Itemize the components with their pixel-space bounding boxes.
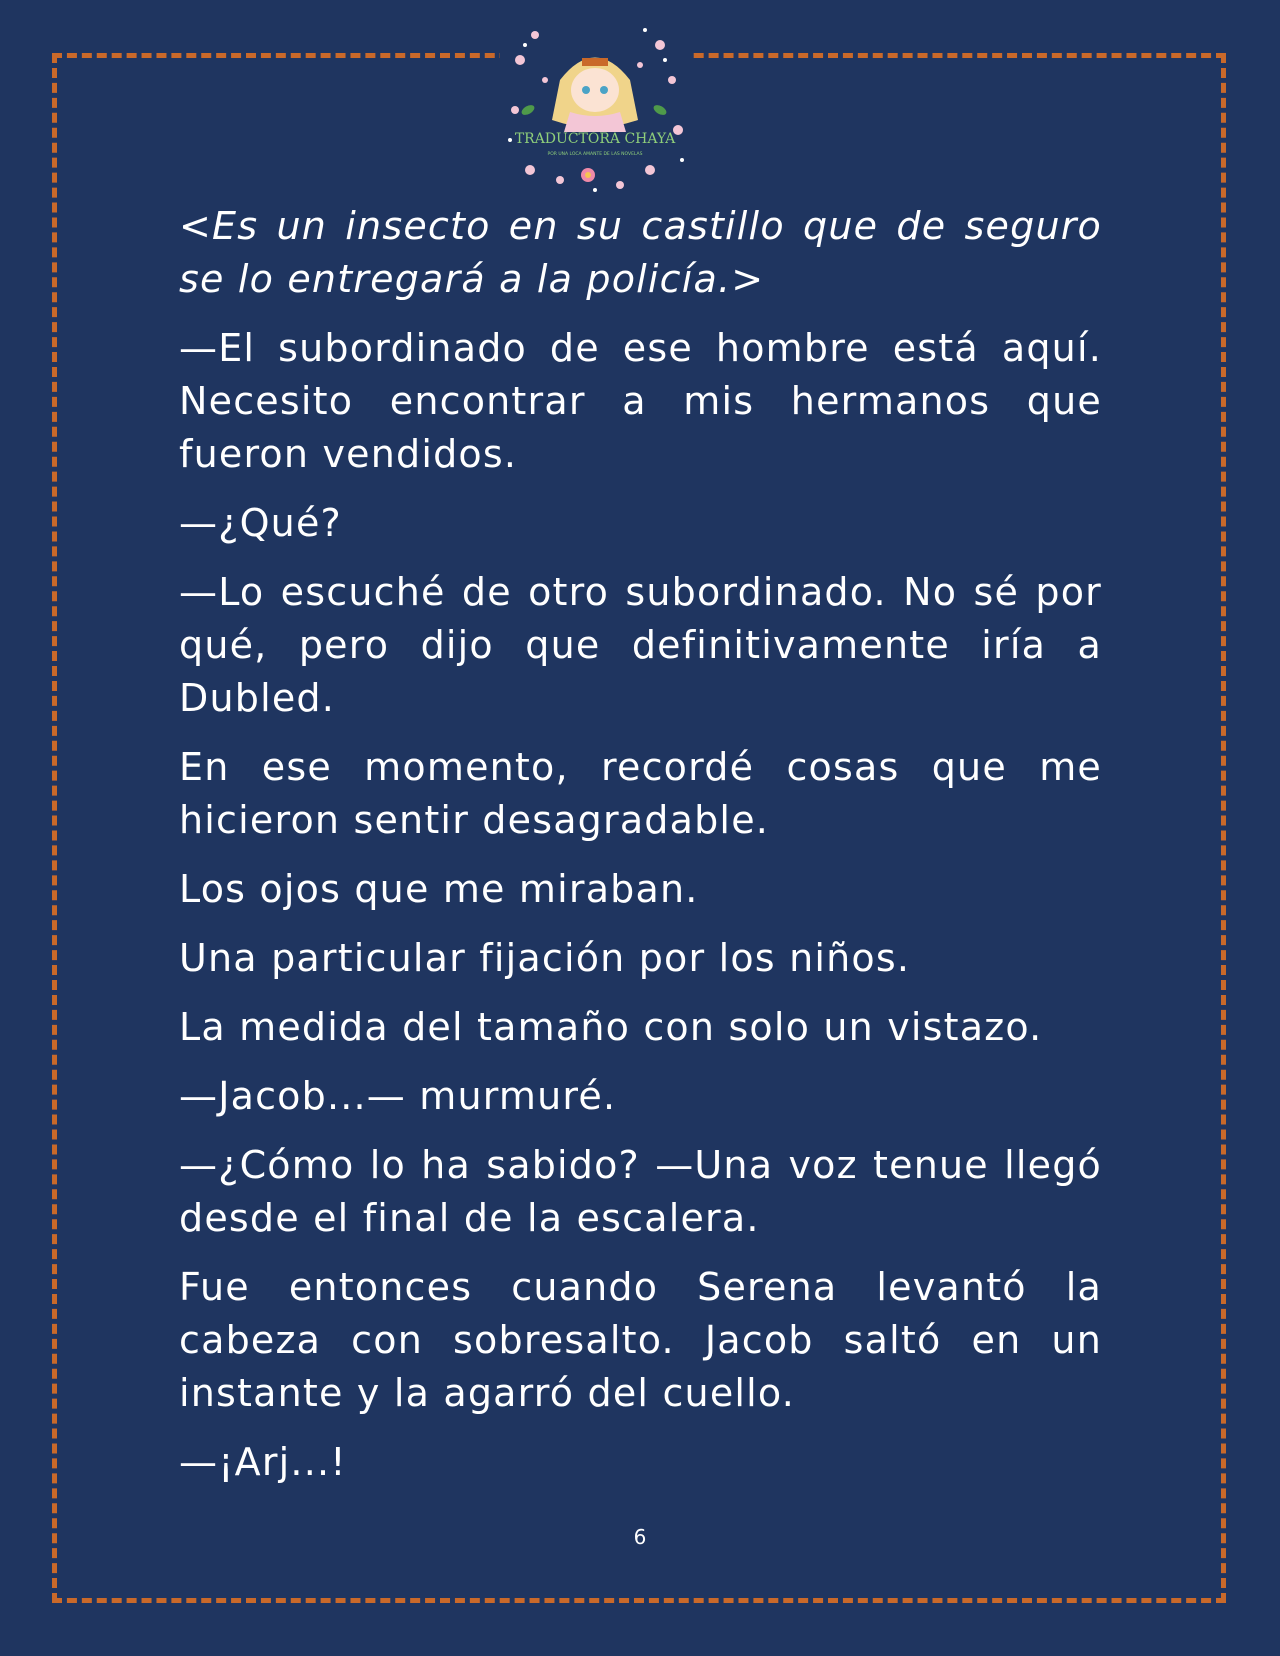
paragraph-4: —Lo escuché de otro subordinado. No sé por qué, pero dijo que definitivamente iría a Dubled. — [179, 570, 1102, 720]
logo-name: TRADUCTORA CHAYA — [514, 131, 676, 147]
paragraph-11: Fue entonces cuando Serena levantó la cabeza con sobresalto. Jacob saltó en un instante y la agarró del cuello. — [179, 1265, 1102, 1415]
paragraph-10: —¿Cómo lo ha sabido? —Una voz tenue llegó desde el final de la escalera. — [179, 1143, 1102, 1240]
paragraph-1: <Es un insecto en su castillo que de seguro se lo entregará a la policía.> — [179, 204, 1102, 301]
paragraph-9: —Jacob...— murmuré. — [179, 1074, 617, 1118]
paragraph-12: —¡Arj...! — [179, 1440, 347, 1484]
page-text — [179, 200, 1102, 1505]
page-number: 6 — [633, 1525, 647, 1549]
logo-tagline: POR UNA LOCA AMANTE DE LAS NOVELAS — [547, 152, 643, 157]
paragraph-6: Los ojos que me miraban. — [179, 867, 699, 911]
paragraph-3: —¿Qué? — [179, 501, 342, 545]
paragraph-8: La medida del tamaño con solo un vistazo. — [179, 1005, 1043, 1049]
paragraph-7: Una particular fijación por los niños. — [179, 936, 911, 980]
paragraph-5: En ese momento, recordé cosas que me hicieron sentir desagradable. — [179, 745, 1102, 842]
paragraph-2: —El subordinado de ese hombre está aquí. Necesito encontrar a mis hermanos que fueron vendidos. — [179, 326, 1102, 476]
translator-logo — [500, 20, 690, 195]
